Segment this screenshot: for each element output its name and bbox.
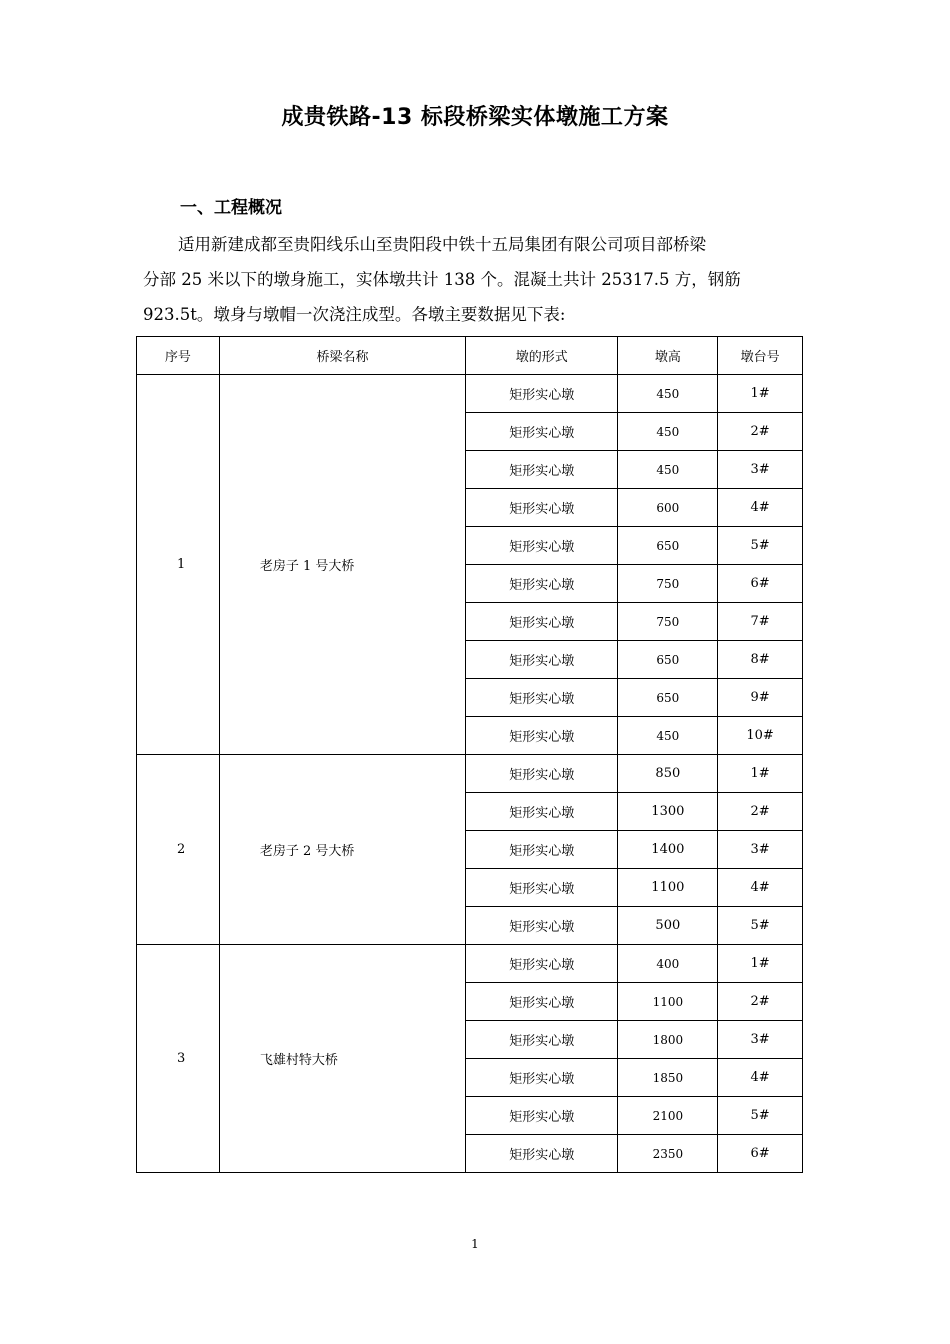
cell-pier-number: 5# <box>718 1097 803 1135</box>
cell-pier-height: 600 <box>618 489 718 527</box>
cell-pier-number: 1# <box>718 945 803 983</box>
cell-seq: 3 <box>137 945 220 1173</box>
cell-seq: 2 <box>137 755 220 945</box>
cell-pier-form: 矩形实心墩 <box>466 679 618 717</box>
page-number: 1 <box>471 1237 479 1251</box>
cell-pier-height: 1300 <box>618 793 718 831</box>
table-row <box>137 375 803 413</box>
cell-pier-number: 1# <box>718 755 803 793</box>
cell-pier-height: 400 <box>618 945 718 983</box>
cell-pier-height: 450 <box>618 413 718 451</box>
cell-pier-height: 450 <box>618 375 718 413</box>
cell-pier-height: 1400 <box>618 831 718 869</box>
table-row <box>137 945 803 983</box>
cell-pier-form: 矩形实心墩 <box>466 489 618 527</box>
cell-pier-form: 矩形实心墩 <box>466 983 618 1021</box>
cell-pier-height: 2100 <box>618 1097 718 1135</box>
cell-pier-number: 5# <box>718 907 803 945</box>
cell-pier-form: 矩形实心墩 <box>466 1097 618 1135</box>
cell-pier-number: 2# <box>718 983 803 1021</box>
cell-pier-height: 500 <box>618 907 718 945</box>
cell-pier-form: 矩形实心墩 <box>466 375 618 413</box>
cell-pier-height: 450 <box>618 451 718 489</box>
cell-pier-height: 2350 <box>618 1135 718 1173</box>
cell-pier-number: 4# <box>718 1059 803 1097</box>
cell-pier-height: 750 <box>618 603 718 641</box>
cell-pier-form: 矩形实心墩 <box>466 641 618 679</box>
header-pier-number: 墩台号 <box>718 337 803 375</box>
cell-pier-form: 矩形实心墩 <box>466 1021 618 1059</box>
cell-pier-height: 650 <box>618 527 718 565</box>
cell-pier-number: 9# <box>718 679 803 717</box>
cell-pier-height: 650 <box>618 641 718 679</box>
cell-pier-form: 矩形实心墩 <box>466 755 618 793</box>
cell-pier-form: 矩形实心墩 <box>466 945 618 983</box>
cell-pier-height: 1100 <box>618 983 718 1021</box>
header-pier-height: 墩高 <box>618 337 718 375</box>
cell-pier-number: 5# <box>718 527 803 565</box>
document-title: 成贵铁路-13 标段桥梁实体墩施工方案 <box>281 105 669 130</box>
paragraph-line-3: 923.5t。墩身与墩帽一次浇注成型。各墩主要数据见下表: <box>143 305 566 324</box>
table-body <box>137 337 803 1173</box>
cell-pier-form: 矩形实心墩 <box>466 907 618 945</box>
cell-bridge-name: 老房子 1 号大桥 <box>219 375 465 755</box>
cell-pier-height: 750 <box>618 565 718 603</box>
cell-pier-height: 1850 <box>618 1059 718 1097</box>
pier-data-table <box>136 336 803 1173</box>
cell-pier-height: 1800 <box>618 1021 718 1059</box>
cell-pier-number: 6# <box>718 565 803 603</box>
cell-pier-form: 矩形实心墩 <box>466 717 618 755</box>
paragraph-line-2: 分部 25 米以下的墩身施工，实体墩共计 138 个。混凝土共计 25317.5 方，钢筋 <box>143 270 741 289</box>
cell-bridge-name: 飞雄村特大桥 <box>219 945 465 1173</box>
header-pier-form: 墩的形式 <box>466 337 618 375</box>
cell-pier-form: 矩形实心墩 <box>466 527 618 565</box>
cell-seq: 1 <box>137 375 220 755</box>
cell-pier-height: 1100 <box>618 869 718 907</box>
cell-pier-form: 矩形实心墩 <box>466 413 618 451</box>
cell-pier-number: 1# <box>718 375 803 413</box>
cell-pier-number: 2# <box>718 793 803 831</box>
table-header-row <box>137 337 803 375</box>
cell-pier-height: 450 <box>618 717 718 755</box>
cell-pier-form: 矩形实心墩 <box>466 603 618 641</box>
cell-pier-number: 8# <box>718 641 803 679</box>
cell-pier-form: 矩形实心墩 <box>466 869 618 907</box>
cell-pier-number: 4# <box>718 869 803 907</box>
cell-pier-number: 2# <box>718 413 803 451</box>
header-seq: 序号 <box>137 337 220 375</box>
paragraph-line-1: 适用新建成都至贵阳线乐山至贵阳段中铁十五局集团有限公司项目部桥梁 <box>178 235 706 254</box>
cell-bridge-name: 老房子 2 号大桥 <box>219 755 465 945</box>
cell-pier-number: 3# <box>718 451 803 489</box>
cell-pier-number: 3# <box>718 1021 803 1059</box>
cell-pier-form: 矩形实心墩 <box>466 793 618 831</box>
cell-pier-number: 6# <box>718 1135 803 1173</box>
section-heading: 一、工程概况 <box>180 198 282 218</box>
cell-pier-form: 矩形实心墩 <box>466 1135 618 1173</box>
cell-pier-form: 矩形实心墩 <box>466 1059 618 1097</box>
cell-pier-form: 矩形实心墩 <box>466 565 618 603</box>
cell-pier-number: 3# <box>718 831 803 869</box>
cell-pier-number: 10# <box>718 717 803 755</box>
cell-pier-height: 650 <box>618 679 718 717</box>
cell-pier-number: 4# <box>718 489 803 527</box>
header-bridge-name: 桥梁名称 <box>219 337 465 375</box>
overview-paragraph <box>143 227 808 332</box>
cell-pier-number: 7# <box>718 603 803 641</box>
cell-pier-form: 矩形实心墩 <box>466 831 618 869</box>
cell-pier-form: 矩形实心墩 <box>466 451 618 489</box>
table-row <box>137 755 803 793</box>
cell-pier-height: 850 <box>618 755 718 793</box>
